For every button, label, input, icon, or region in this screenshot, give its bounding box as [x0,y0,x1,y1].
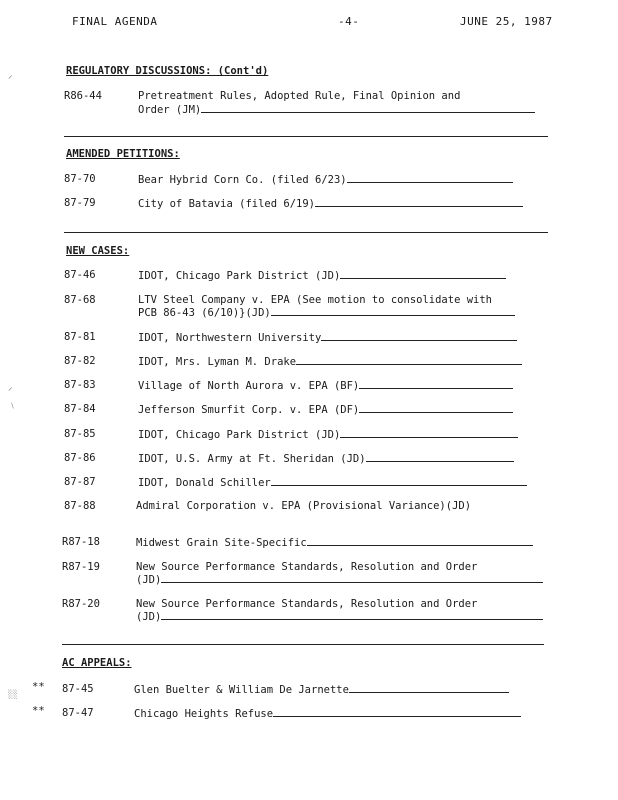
case-number: R87-19 [62,561,100,573]
priority-marker: ** [32,705,45,717]
case-description: Chicago Heights Refuse [134,707,521,720]
case-description: Glen Buelter & William De Jarnette [134,683,509,696]
case-number: R86-44 [64,90,102,102]
case-number: 87-85 [64,428,96,440]
header-title: FINAL AGENDA [72,15,158,28]
case-number: 87-82 [64,355,96,367]
case-description: Admiral Corporation v. EPA (Provisional Variance)(JD) [136,500,472,512]
divider [62,644,544,645]
case-description: LTV Steel Company v. EPA (See motion to consolidate with [138,294,493,306]
case-description: New Source Performance Standards, Resolution and Order [136,561,478,573]
section-regulatory-title: REGULATORY DISCUSSIONS: (Cont'd) [66,65,269,77]
section-newcases-title: NEW CASES: [66,245,130,257]
case-description: IDOT, U.S. Army at Ft. Sheridan (JD) [138,452,514,465]
case-description: Bear Hybrid Corn Co. (filed 6/23) [138,173,513,186]
scan-mark: ﹨ [8,401,18,411]
case-description: IDOT, Donald Schiller [138,476,527,489]
case-description: New Source Performance Standards, Resolution and Order [136,598,478,610]
case-number: 87-81 [64,331,96,343]
case-number: 87-45 [62,683,94,695]
case-number: 87-47 [62,707,94,719]
case-number: 87-87 [64,476,96,488]
scan-mark: ⸝ [8,383,13,393]
section-acappeals-title: AC APPEALS: [62,657,132,669]
case-number: 87-46 [64,269,96,281]
case-description: Pretreatment Rules, Adopted Rule, Final Opinion and [138,90,461,102]
case-description-cont: (JD) [136,573,543,586]
case-number: 87-83 [64,379,96,391]
case-number: 87-84 [64,403,96,415]
case-description: IDOT, Northwestern University [138,331,517,344]
case-description: Village of North Aurora v. EPA (BF) [138,379,513,392]
case-number: 87-86 [64,452,96,464]
case-description-cont: Order (JM) [138,103,535,116]
case-number: R87-20 [62,598,100,610]
header-date: JUNE 25, 1987 [460,15,553,28]
case-description: IDOT, Mrs. Lyman M. Drake [138,355,522,368]
case-number: 87-88 [64,500,96,512]
case-number: 87-68 [64,294,96,306]
case-number: 87-70 [64,173,96,185]
case-number: R87-18 [62,536,100,548]
case-description-cont: PCB 86-43 (6/10)}(JD) [138,306,515,319]
case-description: IDOT, Chicago Park District (JD) [138,269,506,282]
page-number: -4- [338,15,360,28]
case-description: Jefferson Smurfit Corp. v. EPA (DF) [138,403,513,416]
divider [64,136,548,137]
section-amended-title: AMENDED PETITIONS: [66,148,180,160]
case-description: City of Batavia (filed 6/19) [138,197,523,210]
scan-smudge: ░░ [8,690,18,699]
case-description: IDOT, Chicago Park District (JD) [138,428,518,441]
case-description-cont: (JD) [136,610,543,623]
priority-marker: ** [32,681,45,693]
case-number: 87-79 [64,197,96,209]
case-description: Midwest Grain Site-Specific [136,536,533,549]
scan-mark: ⸝ [8,71,13,81]
divider [64,232,548,233]
